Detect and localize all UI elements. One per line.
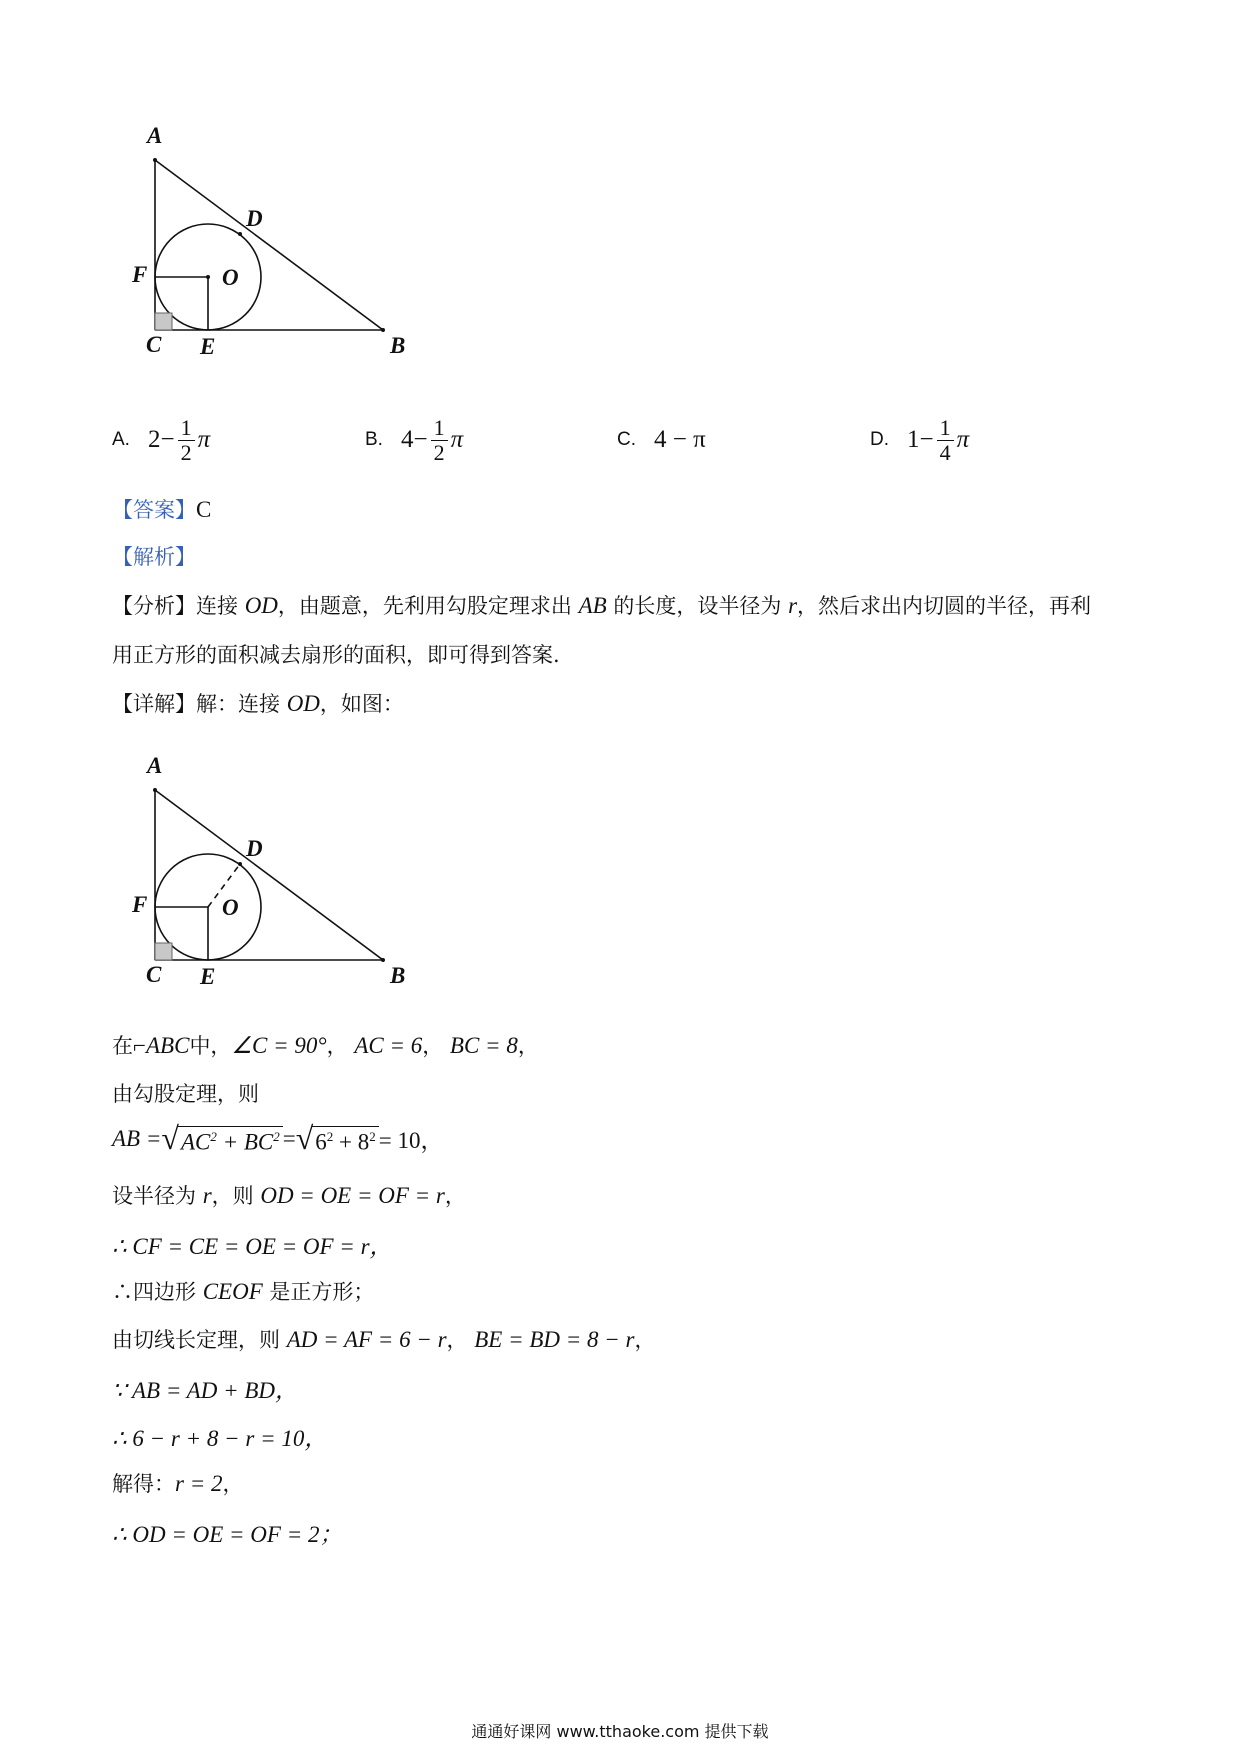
step-4: 设半径为 r，则 OD = OE = OF = r， bbox=[112, 1183, 466, 1208]
label-c: C bbox=[146, 332, 162, 357]
step-9: ∴ 6 − r + 8 − r = 10， bbox=[112, 1426, 328, 1451]
step-1: 在⌐ABC中，∠C = 90°， AC = 6， BC = 8， bbox=[112, 1033, 539, 1058]
step-5: ∴ CF = CE = OE = OF = r， bbox=[112, 1234, 393, 1259]
label-b: B bbox=[390, 963, 406, 988]
option-letter: C. bbox=[617, 429, 636, 450]
option-c bbox=[617, 405, 706, 475]
option-d bbox=[870, 405, 969, 475]
side-ab bbox=[155, 160, 383, 330]
step-7: 由切线长定理，则 AD = AF = 6 − r， BE = BD = 8 − r， bbox=[112, 1327, 656, 1352]
step-11: ∴ OD = OE = OF = 2； bbox=[112, 1522, 343, 1547]
label-o: O bbox=[222, 895, 239, 920]
option-c-expression: 4 − π bbox=[654, 426, 706, 453]
fenxi-line-2: 用正方形的面积减去扇形的面积，即可得到答案. bbox=[112, 643, 560, 667]
step-2: 由勾股定理，则 bbox=[112, 1082, 259, 1106]
step-10: 解得：r = 2， bbox=[112, 1471, 244, 1496]
option-b bbox=[365, 405, 463, 475]
right-angle-mark bbox=[155, 313, 172, 330]
label-a: A bbox=[147, 753, 163, 778]
figure-2 bbox=[120, 740, 440, 990]
option-d-expression: 1 − $\frac{1}{4}$ π bbox=[907, 415, 970, 465]
step-8: ∵ AB = AD + BD， bbox=[112, 1378, 299, 1403]
sqrt-1: √ $AC^2 + BC^2$ bbox=[161, 1122, 282, 1156]
label-c: C bbox=[146, 962, 162, 987]
analysis-heading bbox=[112, 541, 196, 571]
option-letter: D. bbox=[870, 429, 889, 450]
xiangjie-label: 【详解】 bbox=[112, 692, 196, 716]
label-a: A bbox=[147, 123, 163, 148]
sqrt-2: √ $6^2 + 8^2$ bbox=[296, 1122, 379, 1156]
fenxi-label: 【分析】 bbox=[112, 594, 196, 618]
fraction: $\frac{1}{2}$ bbox=[178, 416, 195, 463]
label-d: D bbox=[246, 206, 263, 231]
label-b: B bbox=[390, 333, 406, 358]
label-f: F bbox=[132, 892, 148, 917]
fenxi-line-1: 【分析】连接 OD，由题意，先利用勾股定理求出 AB 的长度，设半径为 r，然后求出内切圆的半径，再利 bbox=[112, 593, 1092, 618]
label-e: E bbox=[200, 964, 216, 989]
label-o: O bbox=[222, 265, 239, 290]
triangle-incircle-diagram-1 bbox=[120, 110, 440, 360]
xiangjie-line: 【详解】解：连接 OD，如图： bbox=[112, 691, 404, 716]
footer: 通通好课网 www.tthaoke.com 提供下载 bbox=[471, 1722, 769, 1741]
figure-1 bbox=[120, 110, 440, 360]
analysis-label: 【解析】 bbox=[112, 545, 196, 569]
label-d: D bbox=[246, 836, 263, 861]
step-3: AB = √ $AC^2 + BC^2$ = √ $6^2 + 8^2$ = 10， bbox=[112, 1120, 444, 1156]
triangle-incircle-diagram-2 bbox=[120, 740, 440, 990]
answer-line bbox=[112, 494, 211, 524]
option-letter: A. bbox=[112, 429, 130, 450]
triangle-symbol: ⌐ bbox=[133, 1033, 146, 1058]
label-f: F bbox=[132, 262, 148, 287]
answer-value: C bbox=[196, 497, 212, 522]
fraction: $\frac{1}{4}$ bbox=[937, 416, 954, 463]
answer-label: 【答案】 bbox=[112, 498, 196, 522]
option-a-expression: 2 − $\frac{1}{2}$ π bbox=[147, 415, 211, 465]
label-e: E bbox=[200, 334, 216, 359]
fraction: $\frac{1}{2}$ bbox=[431, 416, 448, 463]
option-a bbox=[112, 405, 210, 475]
option-letter: B. bbox=[365, 429, 383, 450]
step-6: ∴四边形 CEOF 是正方形； bbox=[112, 1279, 375, 1304]
option-b-expression: 4 − $\frac{1}{2}$ π bbox=[400, 415, 464, 465]
